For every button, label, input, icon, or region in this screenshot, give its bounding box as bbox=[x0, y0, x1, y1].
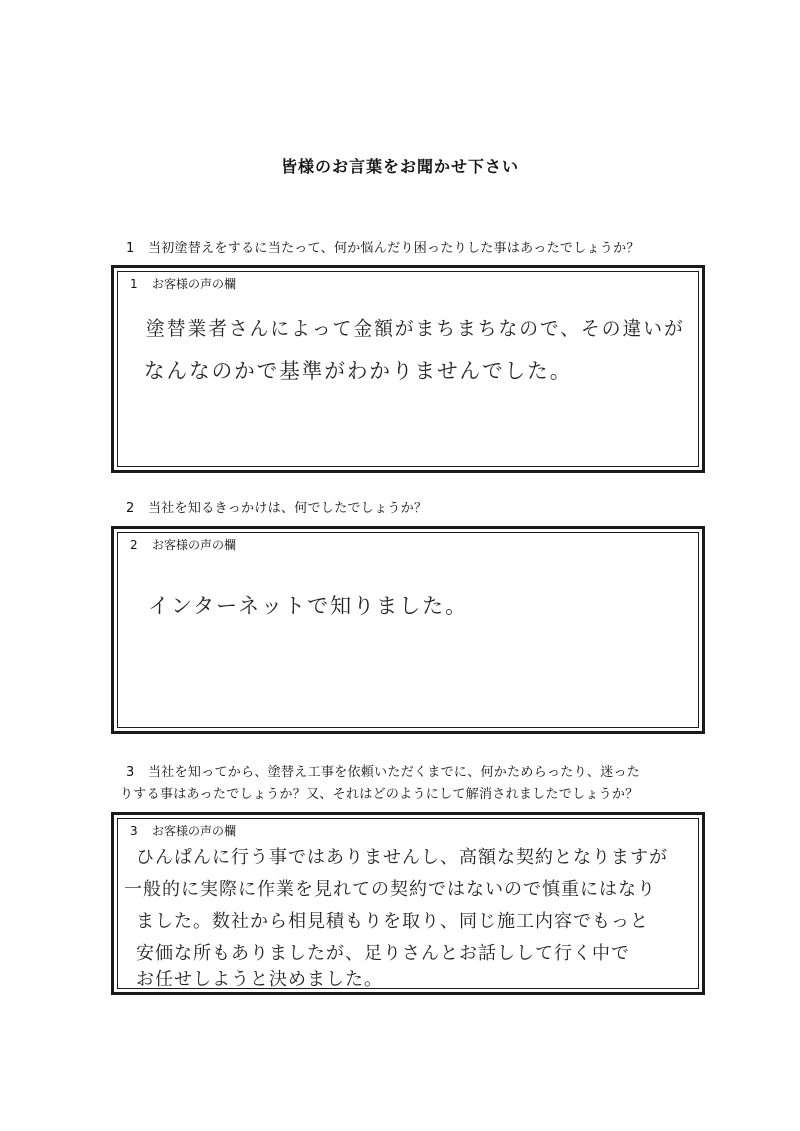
box-label-text: お客様の声の欄 bbox=[152, 277, 237, 291]
box-label bbox=[130, 275, 236, 292]
question-number: 3 bbox=[126, 765, 135, 780]
handwritten-answer-line: ました。数社から相見積もりを取り、同じ施工内容でもっと bbox=[136, 911, 649, 932]
handwritten-answer-line: ひんぱんに行う事ではありませんし、高額な契約となりますが bbox=[136, 847, 668, 868]
handwritten-answer-line: 塗替業者さんによって金額がまちまちなので、その違いが bbox=[146, 317, 685, 340]
box-number: 3 bbox=[130, 824, 138, 838]
box-label-text: お客様の声の欄 bbox=[152, 824, 237, 838]
answer-box-1 bbox=[111, 265, 705, 473]
answer-box-2 bbox=[111, 526, 705, 734]
box-label bbox=[130, 536, 236, 553]
handwritten-answer-line: 一般的に実際に作業を見れての契約ではないので慎重にはなり bbox=[124, 879, 656, 900]
page-title: 皆様のお言葉をお聞かせ下さい bbox=[280, 157, 519, 176]
question-text: 当社を知ってから、塗替え工事を依頼いただくまでに、何かためらったり、迷った bbox=[148, 765, 641, 780]
question-number: 2 bbox=[126, 501, 135, 516]
question-text: 当初塗替えをするに当たって、何か悩んだり困ったりした事はあったでしょうか？ bbox=[148, 241, 640, 256]
question-3 bbox=[120, 762, 641, 806]
handwritten-answer-line: なんなのかで基準がわかりませんでした。 bbox=[144, 359, 573, 383]
handwritten-answer-line: お任せしようと決めました。 bbox=[136, 969, 383, 990]
box-number: 2 bbox=[130, 538, 138, 552]
box-label bbox=[130, 822, 236, 839]
question-2 bbox=[126, 498, 427, 520]
question-text-continued: りする事はあったでしょうか？又、それはどのようにして解消されましたでしょうか？ bbox=[120, 787, 639, 802]
question-number: 1 bbox=[126, 241, 135, 256]
handwritten-answer-line: インターネットで知りました。 bbox=[148, 594, 469, 618]
box-label-text: お客様の声の欄 bbox=[152, 538, 237, 552]
answer-box-3 bbox=[111, 812, 705, 995]
question-text: 当社を知るきっかけは、何でしたでしょうか？ bbox=[148, 501, 428, 516]
question-1 bbox=[126, 238, 640, 260]
handwritten-answer-line: 安価な所もありましたが、足りさんとお話しして行く中で bbox=[136, 943, 630, 964]
box-number: 1 bbox=[130, 277, 138, 291]
